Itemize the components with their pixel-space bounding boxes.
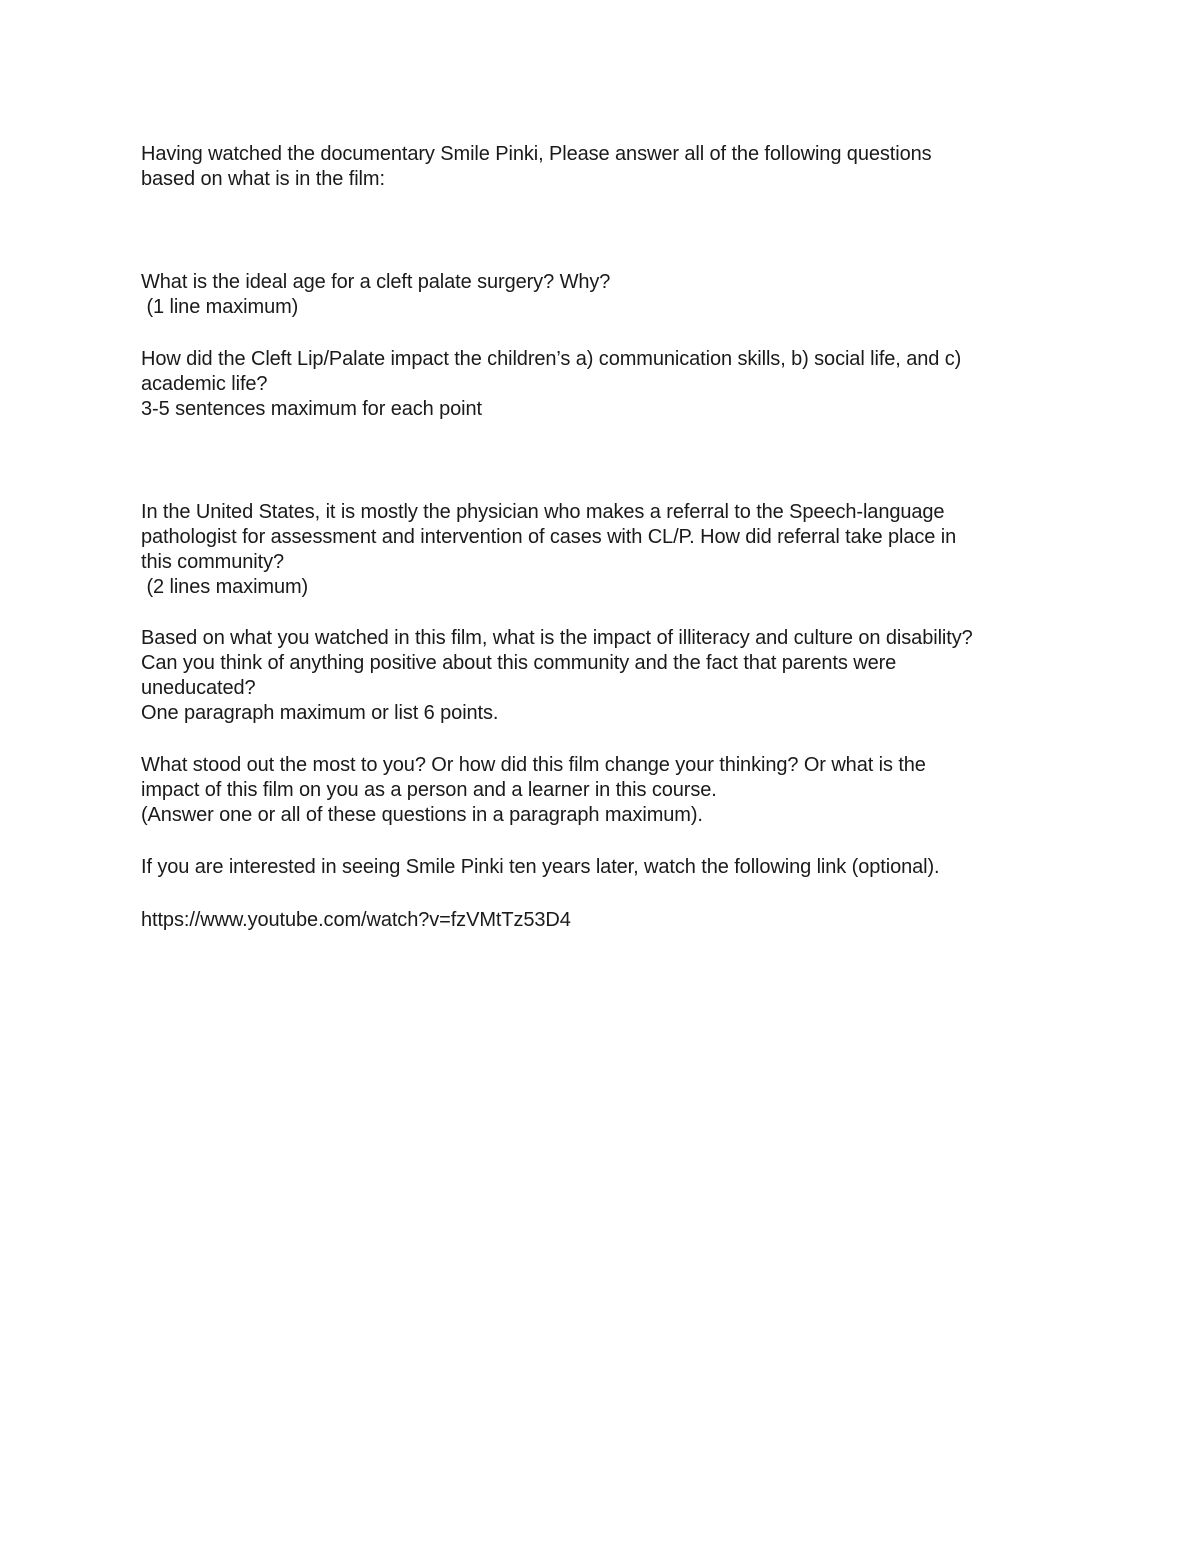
youtube-link[interactable]: https://www.youtube.com/watch?v=fzVMtTz53D4 [141,909,571,931]
question-3-line-3: this community? [141,551,284,573]
question-4-line-1: Based on what you watched in this film, what is the impact of illiteracy and culture on disability? [141,627,973,649]
question-3-line-2: pathologist for assessment and intervention of cases with CL/P. How did referral take place in [141,526,957,548]
question-1-text: What is the ideal age for a cleft palate surgery? Why? [141,271,611,293]
question-1-limit: (1 line maximum) [141,296,299,318]
question-4-line-2: Can you think of anything positive about this community and the fact that parents were [141,652,897,674]
question-3-limit: (2 lines maximum) [141,576,309,598]
question-4-limit: One paragraph maximum or list 6 points. [141,702,499,724]
question-5-line-1: What stood out the most to you? Or how did this film change your thinking? Or what is the [141,754,926,776]
question-5-line-2: impact of this film on you as a person and a learner in this course. [141,779,717,801]
question-4-line-3: uneducated? [141,677,256,699]
question-2-line-2: academic life? [141,373,268,395]
optional-note: If you are interested in seeing Smile Pinki ten years later, watch the following link (optional). [141,856,940,878]
question-2-line-1: How did the Cleft Lip/Palate impact the children’s a) communication skills, b) social life, and c) [141,348,962,370]
question-3-line-1: In the United States, it is mostly the physician who makes a referral to the Speech-language [141,501,945,523]
intro-line-2: based on what is in the film: [141,168,385,190]
question-5-limit: (Answer one or all of these questions in a paragraph maximum). [141,804,703,826]
question-2-limit: 3-5 sentences maximum for each point [141,398,483,420]
intro-line-1: Having watched the documentary Smile Pinki, Please answer all of the following questions [141,143,932,165]
